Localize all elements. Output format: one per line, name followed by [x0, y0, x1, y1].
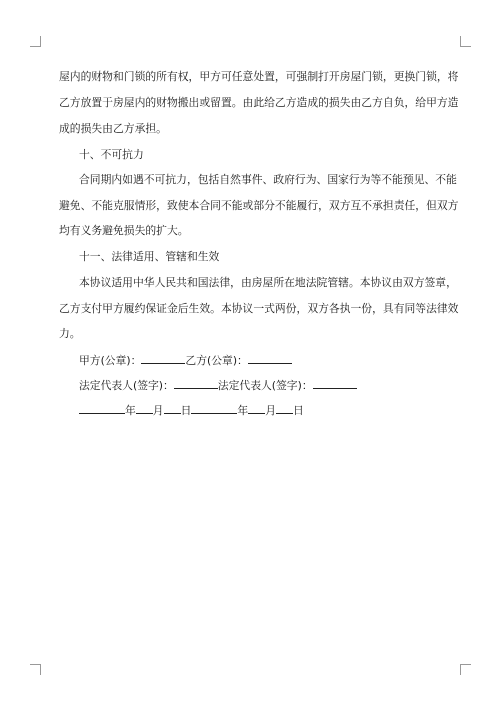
date-a-day-blank[interactable] — [164, 402, 181, 414]
date-a-year-blank[interactable] — [79, 402, 125, 414]
month-label: 月 — [265, 404, 276, 417]
crop-mark-top-right — [460, 36, 471, 47]
paragraph-line: 力。 — [59, 327, 81, 340]
representative-signature-line — [79, 377, 357, 393]
party-a-seal-blank[interactable] — [141, 352, 185, 364]
day-label: 日 — [180, 404, 192, 417]
section-heading-force-majeure: 十、不可抗力 — [79, 148, 144, 161]
paragraph-line: 避免、不能克服情形，致使本合同不能或部分不能履行，双方互不承担责任，但双方 — [59, 199, 459, 212]
day-label: 日 — [292, 404, 304, 417]
party-seal-line — [79, 352, 292, 368]
paragraph-line: 乙方支付甲方履约保证金后生效。本协议一式两份，双方各执一份，具有同等法律效 — [59, 302, 459, 315]
year-label: 年 — [237, 404, 249, 417]
paragraph-line: 均有义务避免损失的扩大。 — [59, 224, 189, 237]
month-label: 月 — [152, 404, 164, 417]
paragraph-line: 合同期内如遇不可抗力，包括自然事件、政府行为、国家行为等不能预见、不能 — [79, 173, 457, 186]
party-b-seal-blank[interactable] — [248, 352, 292, 364]
paragraph-line: 乙方放置于房屋内的财物搬出或留置。由此给乙方造成的损失由乙方自负，给甲方造 — [59, 96, 459, 109]
rep-b-signature-blank[interactable] — [313, 377, 357, 389]
party-a-seal-label: 甲方(公章)： — [79, 354, 142, 367]
rep-a-signature-blank[interactable] — [174, 377, 218, 389]
paragraph-line: 成的损失由乙方承担。 — [59, 122, 167, 135]
paragraph-line: 本协议适用中华人民共和国法律，由房屋所在地法院管辖。本协议由双方签章， — [79, 276, 457, 289]
date-b-year-blank[interactable] — [191, 402, 237, 414]
crop-mark-top-left — [30, 36, 41, 47]
party-b-seal-label: 乙方(公章)： — [185, 354, 248, 367]
rep-b-signature-label: 法定代表人(签字)： — [217, 379, 313, 392]
date-a-month-blank[interactable] — [136, 402, 153, 414]
section-heading-governing-law: 十一、法律适用、管辖和生效 — [79, 250, 220, 263]
date-b-day-blank[interactable] — [276, 402, 293, 414]
rep-a-signature-label: 法定代表人(签字)： — [79, 379, 174, 392]
year-label: 年 — [125, 404, 136, 417]
paragraph-line: 屋内的财物和门锁的所有权，甲方可任意处置，可强制打开房屋门锁，更换门锁，将 — [59, 70, 459, 83]
date-b-month-blank[interactable] — [248, 402, 265, 414]
crop-mark-bottom-left — [30, 664, 41, 675]
date-line — [79, 402, 304, 418]
crop-mark-bottom-right — [460, 664, 471, 675]
